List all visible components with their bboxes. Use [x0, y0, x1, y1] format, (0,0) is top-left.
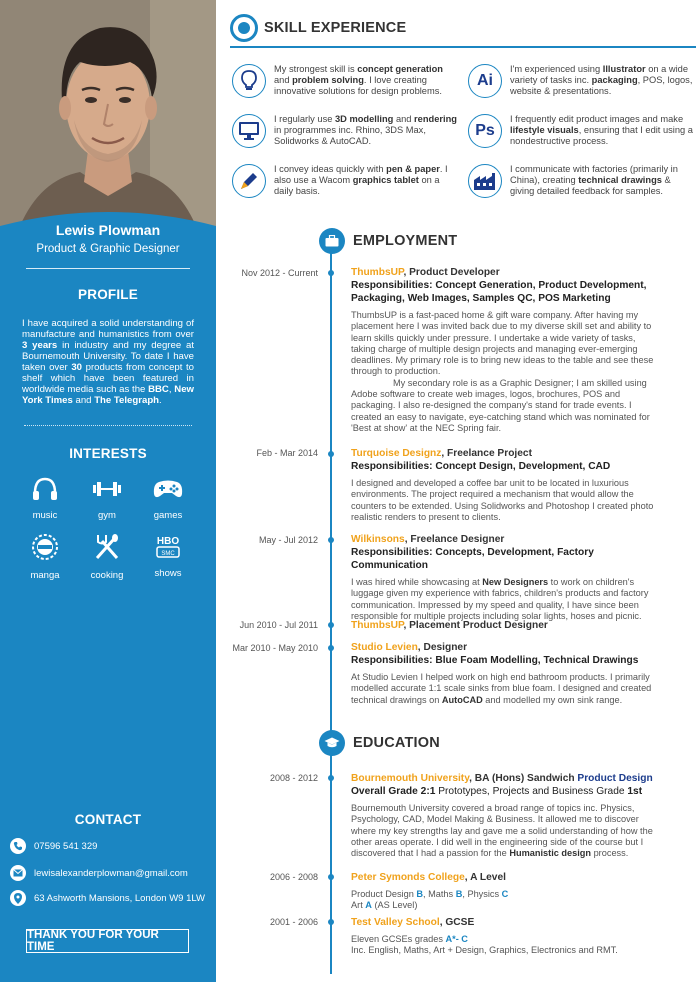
job-entry-placement: ThumbsUP, Placement Product Designer [351, 620, 548, 631]
employment-header [319, 228, 457, 254]
pen-icon [238, 170, 260, 192]
timeline-dot [328, 270, 334, 276]
skill-factory: I communicate with factories (primarily in China), creating technical drawings & giving detailed feedback for samples. [468, 164, 696, 198]
hbo-icon [154, 534, 182, 560]
envelope-icon [13, 869, 23, 877]
job-entry-turquoise: Turquoise Designz, Freelance Project Responsibilities: Concept Design, Development, CAD I designed and developed a coffee bar unit to be located in luxurious environments. The project required a mechanism that would allow the counters to be extended. Using Solidworks and Photoshop I created photo realistic renders to present to clients. [351, 448, 654, 522]
skills-heading: SKILL EXPERIENCE [264, 20, 407, 36]
job-entry-thumbsup: ThumbsUP, Product Developer Responsibilities: Concept Generation, Product Development, Packaging, Web Images, Samples QC, POS Marketing ThumbsUP is a fast-paced home & gift ware company. After having my placement here I was invited back due to my diverse skill set and ability to learn skills quickly under pressure. I undertake a wide variety of tasks, taking charge of multiple design projects and managing ever-emerging deadlines. My primary role is to bring new ideas to the table and see these through to production. My secondary role is as a Graphic Designer; I am skilled using Adobe software to create web images, logos, brochures, POS and packaging. I also re-designed the company's stand for trade events. I created an easy to navigate, eye-catching stand which was nominated for 'Best at show' at the NEC Spring fair. [351, 267, 654, 433]
skill-concept: My strongest skill is concept generation and problem solving. I love creating innovative solutions for design problems. [232, 64, 457, 98]
contact-phone[interactable]: 07596 541 329 [10, 838, 97, 854]
job-date: Jun 2010 - Jul 2011 [239, 620, 318, 630]
timeline-dot [328, 451, 334, 457]
skills-underline [230, 46, 696, 48]
skill-photoshop: Ps I frequently edit product images and make lifestyle visuals, ensuring that I edit using a nondestructive process. [468, 114, 696, 148]
timeline-dot [328, 874, 334, 880]
sidebar [0, 0, 216, 982]
timeline-dot [328, 775, 334, 781]
manga-icon [31, 533, 59, 561]
target-icon [230, 14, 258, 42]
profile-heading: PROFILE [78, 287, 138, 302]
education-header [319, 730, 440, 756]
interest-music: music [15, 474, 75, 521]
lightbulb-icon [240, 70, 258, 92]
timeline-dot [328, 919, 334, 925]
briefcase-icon [325, 235, 339, 247]
gamepad-icon [153, 478, 183, 500]
job-entry-studio-levien: Studio Levien, Designer Responsibilities: Blue Foam Modelling, Technical Drawings At Studio Levien I helped work on high end bathroom products. I primarily modelled accurate 1:1 scale sinks from blue foam. I designed and created technical drawings on AutoCAD and modelled my own sink range. [351, 642, 652, 705]
utensils-icon [94, 533, 120, 561]
interest-manga: manga [15, 532, 75, 581]
employment-heading: EMPLOYMENT [353, 233, 458, 249]
job-entry-wilkinsons: Wilkinsons, Freelance Designer Responsibilities: Concepts, Development, Factory Communication I was hired while showcasing at New Designers to work on children's luggage given my experience with fabrics, children's products and factory communication. Impressed by my speed and quality, I have since been responsible for multiple projects including solar lights, hoses and picnic. [351, 534, 649, 621]
headphones-icon [31, 475, 59, 503]
phone-icon [13, 841, 23, 851]
timeline-dot [328, 622, 334, 628]
photoshop-icon: Ps [475, 122, 495, 139]
edu-date: 2008 - 2012 [269, 773, 318, 783]
graduation-cap-icon [324, 737, 340, 749]
person-name: Lewis Plowman [55, 222, 161, 238]
interest-games: games [138, 474, 198, 521]
illustrator-icon: Ai [477, 72, 493, 89]
interest-shows: HBO SMC shows [154, 536, 182, 579]
contact-heading: CONTACT [74, 812, 142, 827]
interest-gym: gym [77, 474, 137, 521]
timeline-line [330, 248, 332, 974]
skills-header [230, 14, 406, 42]
job-date: May - Jul 2012 [258, 535, 318, 545]
timeline-dot [328, 645, 334, 651]
location-pin-icon [14, 893, 22, 904]
profile-photo [0, 0, 216, 226]
education-heading: EDUCATION [353, 735, 440, 751]
edu-entry-test-valley: Test Valley School, GCSE Eleven GCSEs grades A*- C Inc. English, Maths, Art + Design, Graphics, Electronics and RMT. [351, 917, 618, 956]
edu-date: 2001 - 2006 [269, 917, 318, 927]
divider [24, 425, 192, 426]
skill-illustrator: Ai I'm experienced using Illustrator on a wide variety of tasks inc. packaging, POS, logos, website & presentations. [468, 64, 696, 98]
edu-entry-bournemouth: Bournemouth University, BA (Hons) Sandwich Product Design Overall Grade 2:1 Prototypes, Projects and Business Grade 1st Bournemouth University covered a broad range of topics inc. Physics, Psychology, CAD, Model Making & Business. It allowed me to discover where my key strengths lay and gave me a solid understanding of how the other areas operate. I did well in the engineering side of the course but I discovered that I had a passion for the Humanistic design process. [351, 773, 653, 859]
job-date: Nov 2012 - Current [241, 268, 318, 278]
interest-cooking: cooking [77, 532, 137, 581]
person-title: Product & Graphic Designer [36, 243, 180, 255]
edu-entry-peter-symonds: Peter Symonds College, A Level Product Design B, Maths B, Physics C Art A (AS Level) [351, 872, 509, 911]
interests-heading: INTERESTS [69, 446, 147, 461]
job-date: Mar 2010 - May 2010 [232, 643, 318, 653]
skill-3d: I regularly use 3D modelling and rendering in programmes inc. Rhino, 3DS Max, Solidworks & AutoCAD. [232, 114, 457, 148]
timeline-dot [328, 537, 334, 543]
profile-text: I have acquired a solid understanding of manufacture and humanistics from over 3 years in industry and my degree at Bournemouth University. To date I have taken over 30 products from concept to shelf which have been featured in worldwide media such as the BBC, New York Times and The Telegraph. [22, 318, 195, 406]
svg-text:SMC: SMC [161, 551, 175, 557]
contact-address: 63 Ashworth Mansions, London W9 1LW [10, 890, 205, 906]
factory-icon [473, 171, 497, 191]
skill-sketching: I convey ideas quickly with pen & paper. I also use a Wacom graphics tablet on a daily basis. [232, 164, 457, 198]
dumbbell-icon [91, 479, 123, 499]
job-date: Feb - Mar 2014 [256, 448, 318, 458]
monitor-icon [238, 121, 260, 141]
thank-you-box: THANK YOU FOR YOUR TIME [26, 929, 189, 953]
svg-text:HBO: HBO [156, 536, 180, 547]
contact-email[interactable]: lewisalexanderplowman@gmail.com [10, 865, 188, 881]
divider [26, 268, 190, 269]
edu-date: 2006 - 2008 [269, 872, 318, 882]
